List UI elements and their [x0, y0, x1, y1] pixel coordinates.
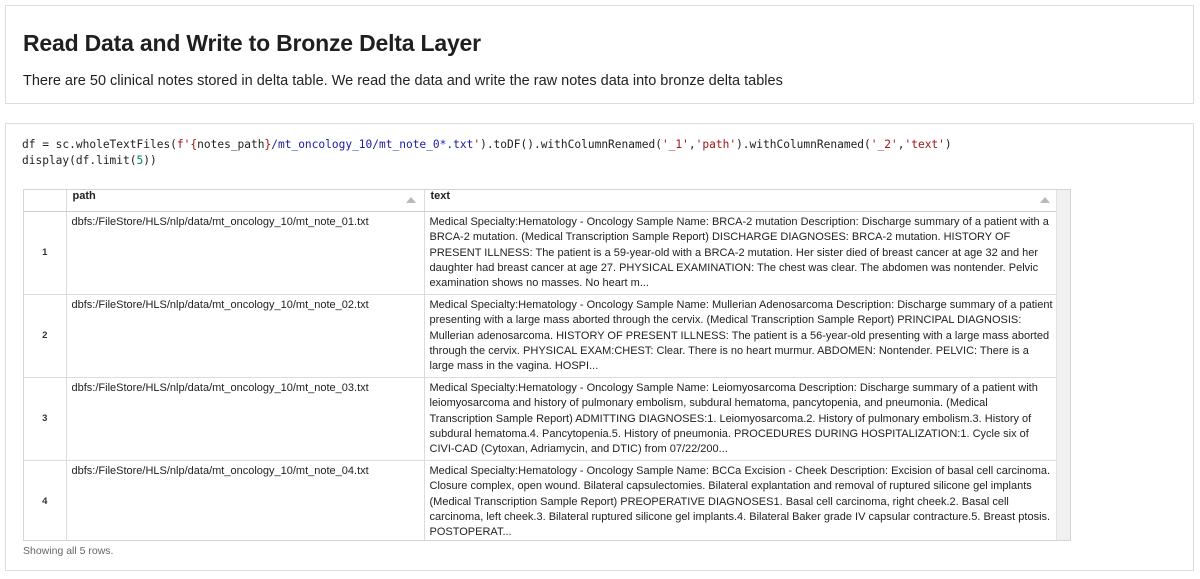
code-token: '_2': [870, 138, 898, 151]
row-index: 4: [24, 461, 66, 542]
code-cell[interactable]: [5, 123, 1194, 571]
code-token: ).toDF().withColumnRenamed(: [480, 138, 662, 151]
table-row: [24, 295, 1058, 378]
sort-asc-icon[interactable]: [406, 197, 416, 203]
row-index: 2: [24, 295, 66, 378]
data-table: [24, 190, 1059, 541]
code-token: 'text': [904, 138, 945, 151]
text-cell: Medical Specialty:Hematology - Oncology Sample Name: Leiomyosarcoma Description: Discharge summary of a patient with leiomyosarcoma and history of pulmonary embolism, subdural hematoma, pancytopenia, and pneumonia. (Medical Transcription Sample Report) ADMITTING DIAGNOSES:1. Leiomyosarcoma.2. History of pulmonary embolism.3. History of subdural hematoma.4. Pancytopenia.5. History of pneumonia. PROCEDURES DURING HOSPITALIZATION:1. Cycle six of CIVI-CAD (Cytoxan, Adriamycin, and DTIC) from 07/22/200...: [424, 378, 1058, 461]
code-token: df = sc.wholeTextFiles(: [22, 138, 177, 151]
code-token: /mt_oncology_10/mt_note_0*.txt: [271, 138, 474, 151]
path-cell: dbfs:/FileStore/HLS/nlp/data/mt_oncology_10/mt_note_02.txt: [66, 295, 424, 378]
text-cell: Medical Specialty:Hematology - Oncology Sample Name: BRCA-2 mutation Description: Discharge summary of a patient with a BRCA-2 mutation. (Medical Transcription Sample Report) DISCHARGE DIAGNOSES: BRCA-2 mutation. HISTORY OF PRESENT ILLNESS: The patient is a 59-year-old with a BRCA-2 mutation. Her sister died of breast cancer at age 32 and her daughter had breast cancer at age 27. PHYSICAL EXAMINATION: The chest was clear. The abdomen was nontender. Pelvic examination shows no masses. No heart m...: [424, 212, 1058, 295]
code-token: display(df.limit(: [22, 154, 137, 167]
code-token: ).withColumnRenamed(: [736, 138, 871, 151]
code-token: notes_path: [197, 138, 265, 151]
code-token: 'path': [695, 138, 737, 151]
results-table[interactable]: [23, 189, 1071, 541]
table-row: [24, 378, 1058, 461]
text-cell: Medical Specialty:Hematology - Oncology Sample Name: BCCa Excision - Cheek Description: Excision of basal cell carcinoma. Closure complex, open wound. Bilateral capsulectomies. Bilateral explantation and removal of ruptured silicone gel implants (Medical Transcription Sample Report) PREOPERATIVE DIAGNOSES1. Basal cell carcinoma, right cheek.2. Basal cell carcinoma, left cheek.3. Bilateral ruptured silicone gel implants.4. Bilateral Baker grade IV capsular contracture.5. Breast ptosis. POSTOPERAT...: [424, 461, 1058, 542]
index-header: [24, 190, 66, 212]
code-token: }: [264, 138, 272, 151]
column-header-label: text: [430, 190, 451, 202]
row-count-footer: Showing all 5 rows.: [23, 545, 114, 557]
section-title: Read Data and Write to Bronze Delta Layer: [23, 30, 481, 56]
code-token: '_1': [661, 138, 689, 151]
code-editor[interactable]: [22, 137, 952, 169]
path-cell: dbfs:/FileStore/HLS/nlp/data/mt_oncology_10/mt_note_01.txt: [66, 212, 424, 295]
code-token: ): [944, 138, 952, 151]
column-header-path[interactable]: [66, 190, 424, 212]
code-token: 5: [136, 154, 144, 167]
row-index: 3: [24, 378, 66, 461]
path-cell: dbfs:/FileStore/HLS/nlp/data/mt_oncology_10/mt_note_04.txt: [66, 461, 424, 542]
table-row: [24, 212, 1058, 295]
vertical-scrollbar[interactable]: [1056, 190, 1070, 540]
code-token: )): [143, 154, 157, 167]
markdown-cell[interactable]: [5, 5, 1194, 104]
column-header-text[interactable]: [424, 190, 1058, 212]
column-header-label: path: [72, 190, 96, 202]
table-row: [24, 461, 1058, 542]
row-index: 1: [24, 212, 66, 295]
section-description: There are 50 clinical notes stored in delta table. We read the data and write the raw notes data into bronze delta tables: [23, 73, 783, 89]
code-token: ,: [688, 138, 696, 151]
table-header-row: [24, 190, 1058, 212]
code-token: ,: [897, 138, 905, 151]
text-cell: Medical Specialty:Hematology - Oncology Sample Name: Mullerian Adenosarcoma Description: Discharge summary of a patient presenting with a large mass aborted through the cervix. (Medical Transcription Sample Report) PRINCIPAL DIAGNOSIS: Mullerian adenosarcoma. HISTORY OF PRESENT ILLNESS: The patient is a 56-year-old presenting with a large mass aborted through the cervix. PHYSICAL EXAM:CHEST: Clear. There is no heart murmur. ABDOMEN: Nontender. PELVIC: There is a large mass in the vagina. HOSPI...: [424, 295, 1058, 378]
code-token: f'{: [176, 138, 198, 151]
path-cell: dbfs:/FileStore/HLS/nlp/data/mt_oncology_10/mt_note_03.txt: [66, 378, 424, 461]
code-token: ': [473, 138, 481, 151]
sort-asc-icon[interactable]: [1040, 197, 1050, 203]
